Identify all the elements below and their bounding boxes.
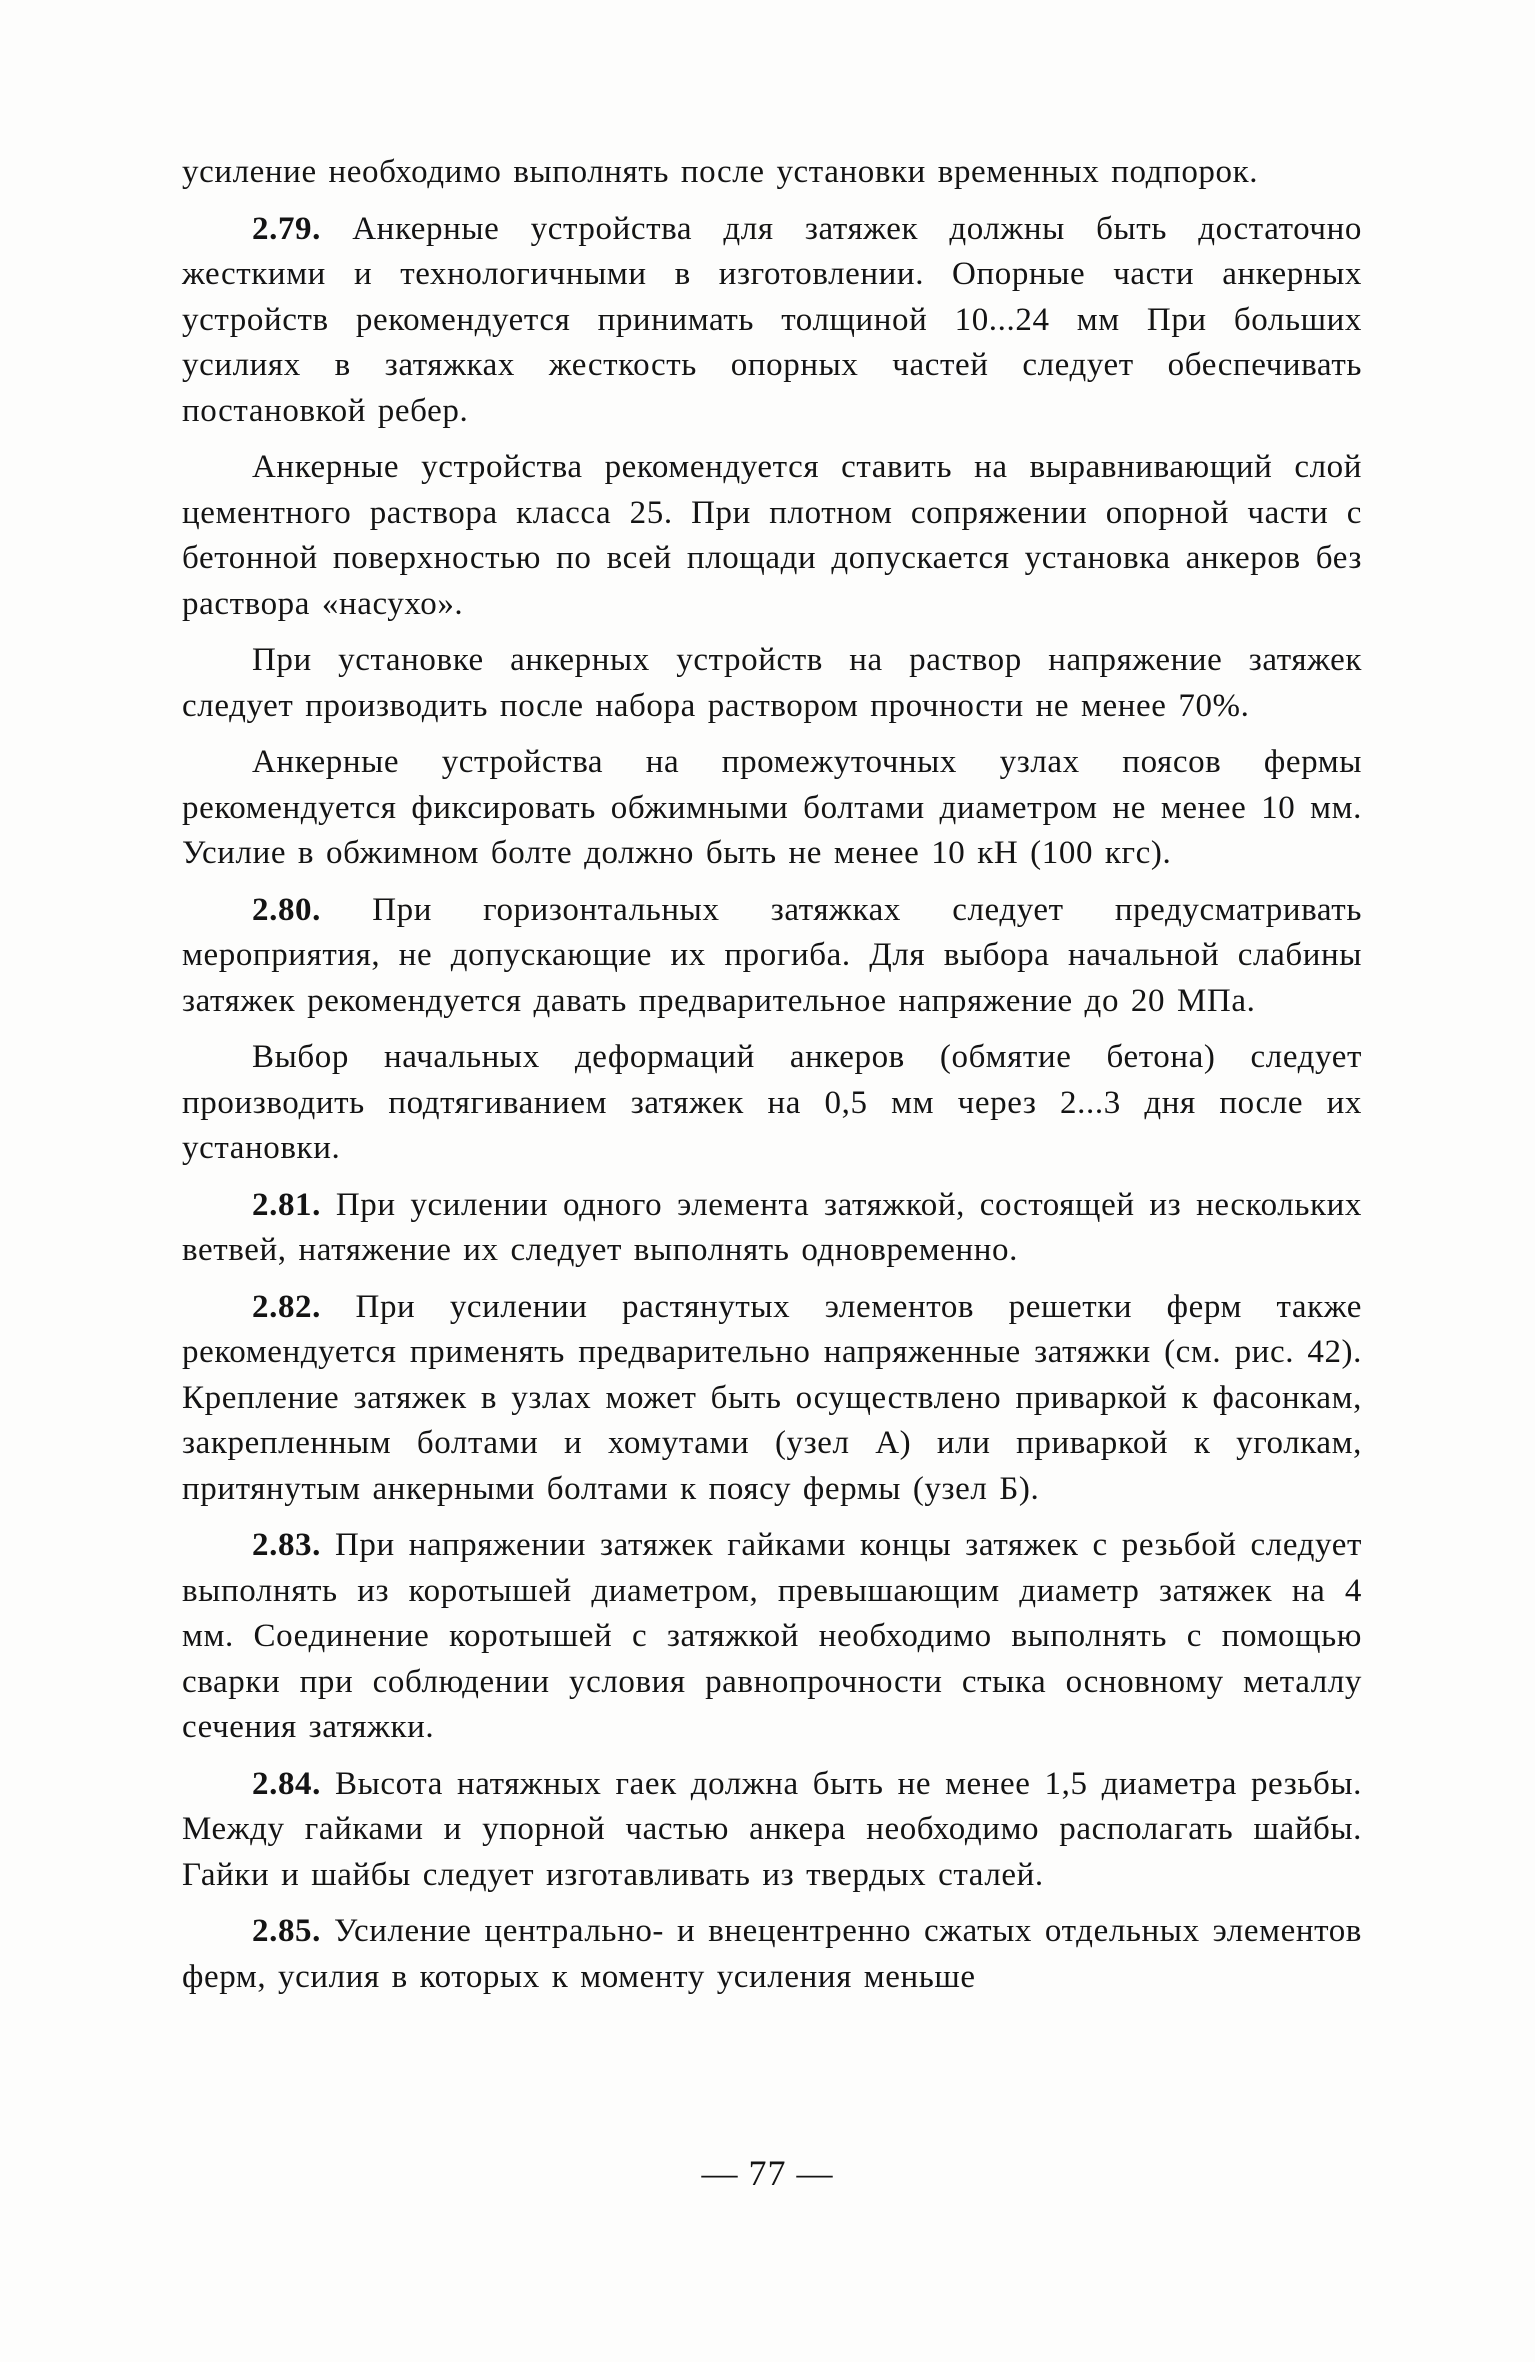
paragraph-text: При усилении растянутых элементов решетки ферм также рекомендуется применять предварительно напряженные затяжки (см. рис. 42). Крепление затяжек в узлах может быть осуществлено приваркой к фасонкам, закрепленным болтами и хомутами (узел А) или приваркой к уголкам, притянутым анкерными болтами к поясу фермы (узел Б). [182,1288,1362,1507]
paragraph-2-80 [182,888,1362,1025]
paragraph-number: 2.85. [252,1913,321,1949]
paragraph-anchor-mortar [182,445,1362,627]
paragraph-continuation [182,150,1362,196]
paragraph-2-85 [182,1909,1362,2000]
page-number: — 77 — [701,2153,834,2193]
paragraph-text: Анкерные устройства на промежуточных узлах поясов фермы рекомендуется фиксировать обжимными болтами диаметром не менее 10 мм. Усилие в обжимном болте должно быть не менее 10 кН (100 кгс). [182,744,1362,871]
paragraph-number: 2.80. [252,891,321,928]
paragraph-tension-after-mortar [182,638,1362,729]
paragraph-initial-deformations [182,1035,1362,1172]
paragraph-2-82 [182,1285,1362,1513]
paragraph-text: Анкерные устройства для затяжек должны быть достаточно жесткими и технологичными в изготовлении. Опорные части анкерных устройств рекомендуется принимать толщиной 10...24 мм При больших усилиях в затяжках жесткость опорных частей следует обеспечивать постановкой ребер. [182,210,1362,429]
paragraph-text: При установке анкерных устройств на раствор напряжение затяжек следует производить после набора раствором прочности не менее 70%. [182,642,1362,724]
paragraph-text: При напряжении затяжек гайками концы затяжек с резьбой следует выполнять из коротышей диаметром, превышающим диаметр затяжек на 4 мм. Соединение коротышей с затяжкой необходимо выполнять с помощью сварки при соблюдении условия равнопрочности стыка основному металлу сечения затяжки. [182,1527,1362,1745]
paragraph-2-84 [182,1762,1362,1899]
paragraph-text: При усилении одного элемента затяжкой, состоящей из нескольких ветвей, натяжение их следует выполнять одновременно. [182,1186,1363,1268]
paragraph-text: Выбор начальных деформаций анкеров (обмятие бетона) следует производить подтягиванием затяжек на 0,5 мм через 2...3 дня после их установки. [182,1039,1362,1166]
paragraph-number: 2.84. [252,1765,321,1802]
paragraph-2-81 [182,1183,1362,1274]
body-text [182,150,1362,2011]
paragraph-text: Усиление центрально- и внецентренно сжатых отдельных элементов ферм, усилия в которых к моменту усиления меньше [182,1913,1362,1995]
paragraph-text: При горизонтальных затяжках следует предусматривать мероприятия, не допускающие их прогиба. Для выбора начальной слабины затяжек рекомендуется давать предварительное напряжение до 20 МПа. [182,891,1362,1019]
paragraph-intermediate-nodes [182,740,1362,877]
paragraph-number: 2.83. [252,1527,321,1563]
paragraph-number: 2.81. [252,1186,321,1223]
paragraph-2-79 [182,207,1362,435]
paragraph-text: Анкерные устройства рекомендуется ставить на выравнивающий слой цементного раствора класса 25. При плотном сопряжении опорной части с бетонной поверхностью по всей площади допускается установка анкеров без раствора «насухо». [182,449,1362,622]
paragraph-text: усиление необходимо выполнять после установки временных подпорок. [182,154,1259,190]
paragraph-2-83 [182,1523,1362,1751]
paragraph-text: Высота натяжных гаек должна быть не менее 1,5 диаметра резьбы. Между гайками и упорной частью анкера необходимо располагать шайбы. Гайки и шайбы следует изготавливать из твердых сталей. [182,1765,1363,1893]
paragraph-number: 2.82. [252,1288,321,1325]
paragraph-number: 2.79. [252,210,321,247]
